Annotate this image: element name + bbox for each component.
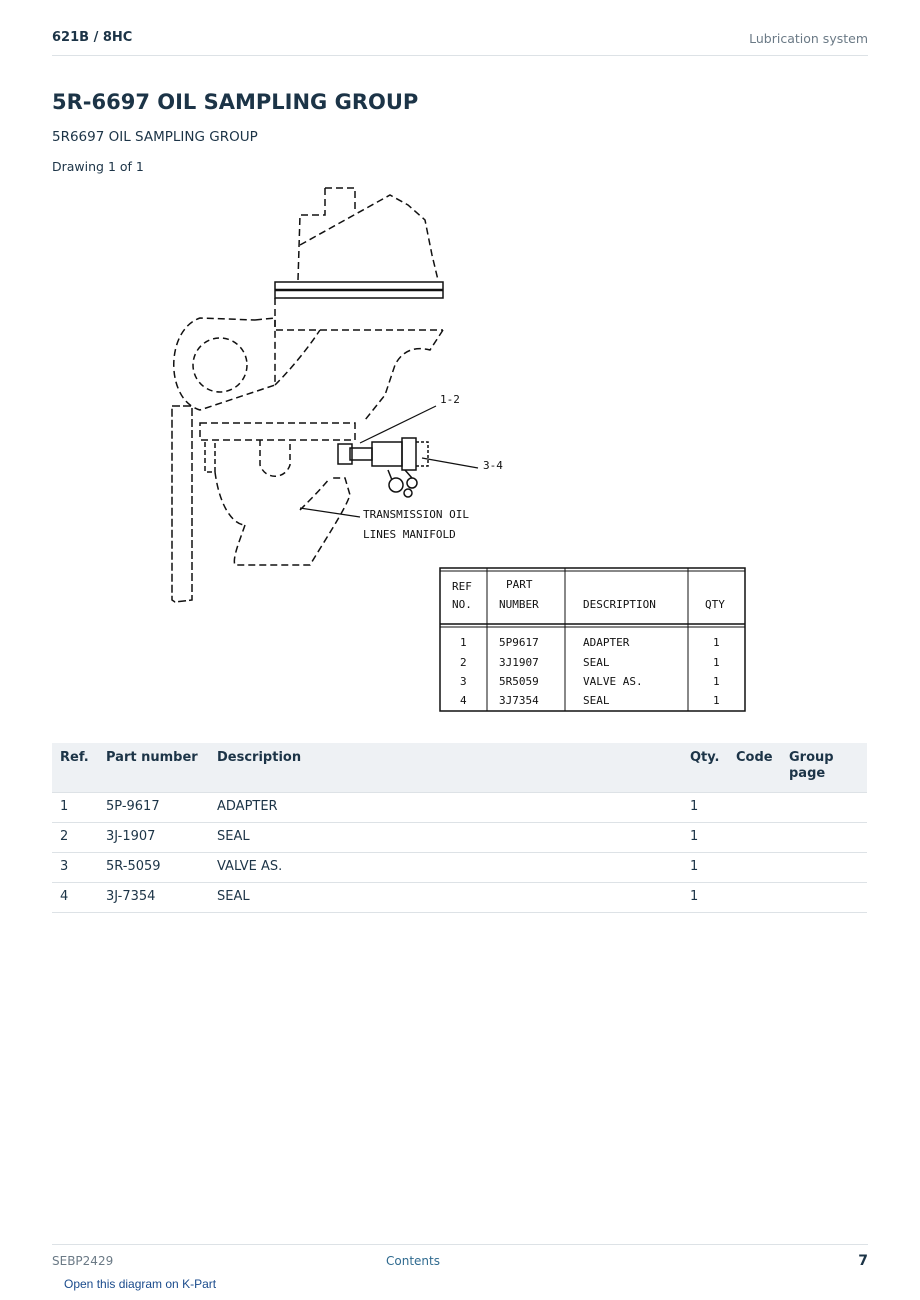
cell-description: SEAL [209,883,682,913]
header-qty: Qty. [682,743,728,793]
cell-code [728,883,781,913]
cell-description: VALVE AS. [209,853,682,883]
cell-qty: 1 [682,793,728,823]
header-code: Code [728,743,781,793]
legend-header-part: PART [506,578,533,591]
cell-part-number: 5R-5059 [98,853,209,883]
cell-ref: 3 [52,853,98,883]
cell-group-page [781,853,867,883]
header-group-page: Group page [781,743,867,793]
cell-part-number: 3J-1907 [98,823,209,853]
callout-1-2: 1-2 [440,393,460,406]
legend-header-ref: REF [452,580,472,593]
legend-row-4-qty: 1 [713,694,720,707]
cell-qty: 1 [682,823,728,853]
table-row [52,823,867,853]
open-in-kpart-link[interactable]: Open this diagram on K-Part [64,1277,217,1291]
cell-code [728,823,781,853]
cell-group-page [781,823,867,853]
contents-link[interactable]: Contents [386,1254,440,1268]
legend-row-1-part: 5P9617 [499,636,539,649]
legend-row-2-desc: SEAL [583,656,610,669]
page-header [52,28,868,56]
header-part-number: Part number [98,743,209,793]
machine-model: 621B / 8HC [52,30,133,45]
cell-ref: 2 [52,823,98,853]
page-subtitle: 5R6697 OIL SAMPLING GROUP [52,129,258,145]
cell-code [728,853,781,883]
table-row [52,883,867,913]
page-title: 5R-6697 OIL SAMPLING GROUP [52,90,419,114]
callout-3-4: 3-4 [483,459,503,472]
annotation-line-2: LINES MANIFOLD [363,528,456,541]
cell-description: ADAPTER [209,793,682,823]
cell-qty: 1 [682,853,728,883]
legend-row-3-part: 5R5059 [499,675,539,688]
table-row [52,793,867,823]
diagram-legend-table [440,568,745,711]
table-header-row [52,743,867,793]
cell-part-number: 5P-9617 [98,793,209,823]
page-number: 7 [858,1253,868,1269]
legend-row-1-ref: 1 [460,636,467,649]
document-id: SEBP2429 [52,1254,114,1268]
legend-row-4-ref: 4 [460,694,467,707]
cell-ref: 1 [52,793,98,823]
header-description: Description [209,743,682,793]
legend-row-1-qty: 1 [713,636,720,649]
table-row [52,853,867,883]
drawing-label: Drawing 1 of 1 [52,159,144,174]
legend-row-3-desc: VALVE AS. [583,675,643,688]
section-name: Lubrication system [749,31,868,46]
legend-header-no: NO. [452,598,472,611]
legend-row-3-qty: 1 [713,675,720,688]
cell-part-number: 3J-7354 [98,883,209,913]
legend-row-2-qty: 1 [713,656,720,669]
cell-group-page [781,883,867,913]
cell-group-page [781,793,867,823]
legend-row-2-part: 3J1907 [499,656,539,669]
annotation-line-1: TRANSMISSION OIL [363,508,469,521]
parts-table [52,743,867,913]
legend-header-number: NUMBER [499,598,539,611]
legend-row-2-ref: 2 [460,656,467,669]
header-ref: Ref. [52,743,98,793]
legend-header-qty: QTY [705,598,725,611]
cell-ref: 4 [52,883,98,913]
cell-description: SEAL [209,823,682,853]
page-footer [52,1244,868,1275]
legend-row-3-ref: 3 [460,675,467,688]
legend-row-1-desc: ADAPTER [583,636,630,649]
parts-diagram [160,180,760,720]
cell-qty: 1 [682,883,728,913]
legend-row-4-part: 3J7354 [499,694,539,707]
cell-code [728,793,781,823]
legend-row-4-desc: SEAL [583,694,610,707]
legend-header-description: DESCRIPTION [583,598,656,611]
